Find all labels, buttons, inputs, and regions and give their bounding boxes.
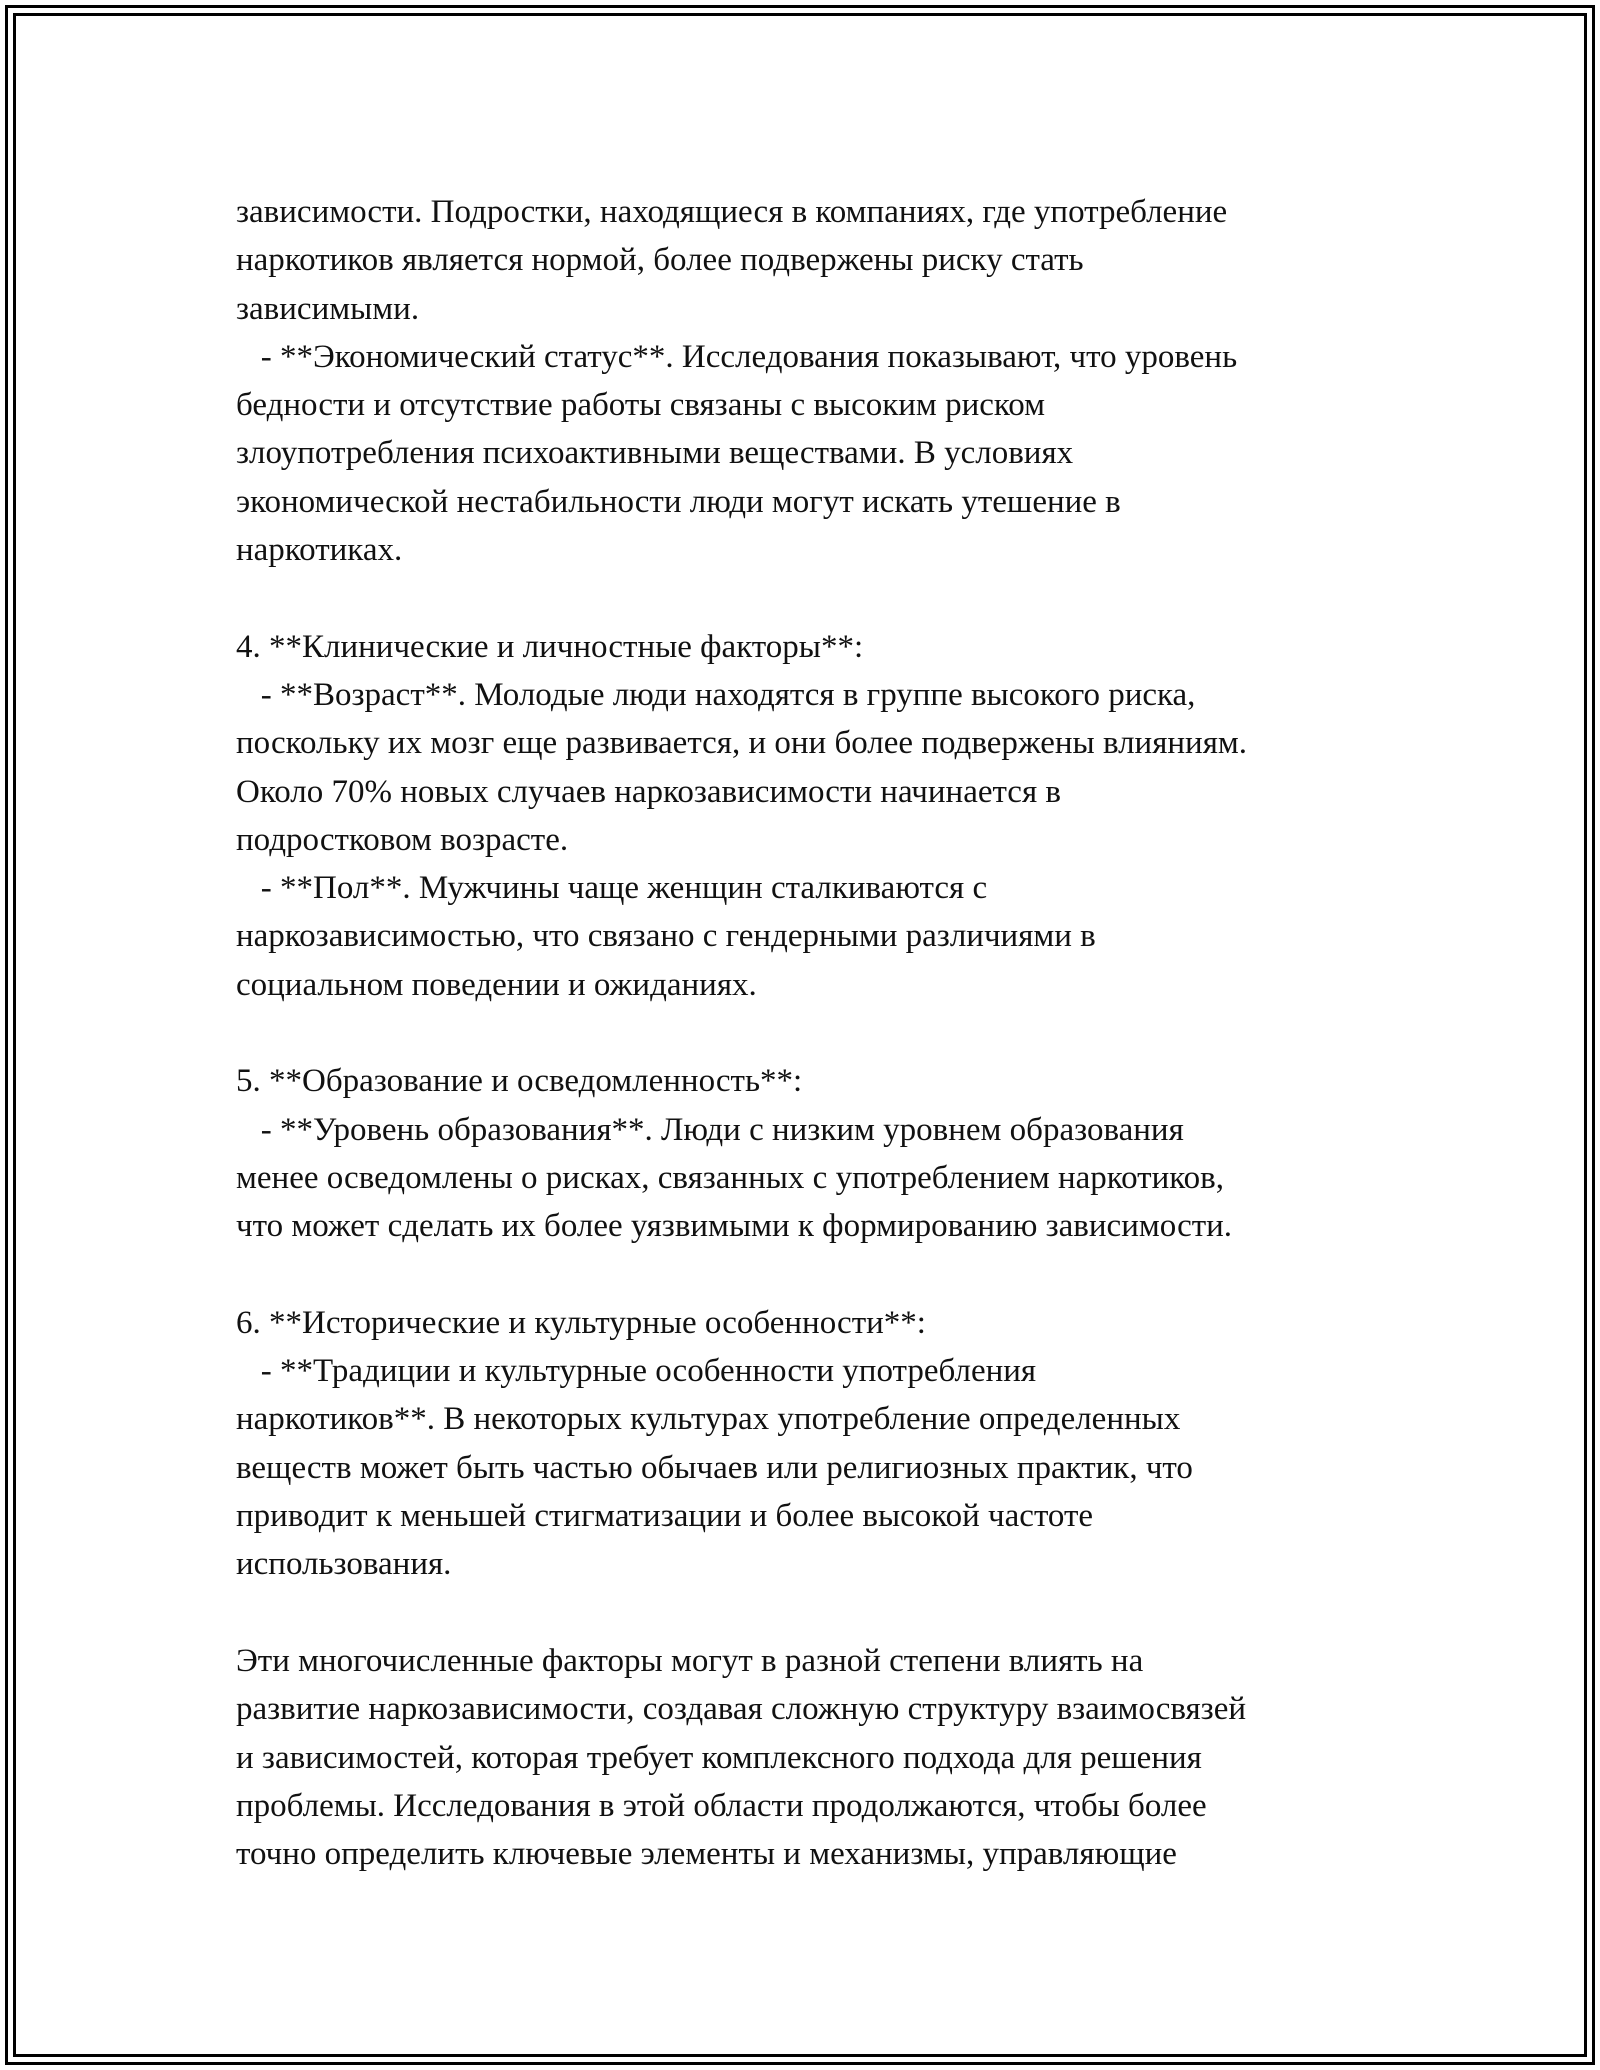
text-line: наркотиков**. В некоторых культурах употребление определенных [236,1401,1181,1438]
text-line: что может сделать их более уязвимыми к формированию зависимости. [236,1208,1233,1245]
text-line: социальном поведении и ожиданиях. [236,966,757,1003]
text-line: наркотиков является нормой, более подвержены риску стать [236,242,1084,279]
text-line: точно определить ключевые элементы и механизмы, управляющие [236,1836,1177,1873]
text-line: злоупотребления психоактивными веществами. В условиях [236,435,1074,472]
paragraph-gap [236,574,1396,622]
text-line: подростковом возрасте. [236,821,569,858]
paragraph-gap [236,1009,1396,1057]
text-line: веществ может быть частью обычаев или религиозных практик, что [236,1449,1193,1486]
text-line: - **Традиции и культурные особенности употребления [236,1353,1037,1390]
section-heading: 4. **Клинические и личностные факторы**: [236,628,864,665]
text-line: и зависимостей, которая требует комплексного подхода для решения [236,1739,1202,1776]
text-line: менее осведомлены о рисках, связанных с употреблением наркотиков, [236,1159,1224,1196]
text-line: развитие наркозависимости, создавая сложную структуру взаимосвязей [236,1691,1247,1728]
section-heading: 5. **Образование и осведомленность**: [236,1063,803,1100]
text-line: зависимости. Подростки, находящиеся в компаниях, где употребление [236,194,1228,230]
paragraph-gap [236,1589,1396,1637]
text-line: Эти многочисленные факторы могут в разной степени влиять на [236,1642,1144,1679]
text-line: - **Пол**. Мужчины чаще женщин сталкиваются с [236,870,988,907]
text-line: - **Уровень образования**. Люди с низким уровнем образования [236,1111,1184,1148]
document-body [236,188,1396,1878]
text-line: бедности и отсутствие работы связаны с высоким риском [236,387,1045,424]
paragraph-gap [236,1251,1396,1299]
text-line: наркотиках. [236,532,403,569]
text-line: - **Возраст**. Молодые люди находятся в группе высокого риска, [236,676,1196,713]
text-line: экономической нестабильности люди могут искать утешение в [236,483,1121,520]
text-line: приводит к меньшей стигматизации и более высокой частоте [236,1498,1094,1535]
text-line: использования. [236,1546,452,1583]
section-heading: 6. **Исторические и культурные особенности**: [236,1304,926,1341]
text-line: наркозависимостью, что связано с гендерными различиями в [236,918,1096,955]
text-line: Около 70% новых случаев наркозависимости начинается в [236,773,1061,810]
text-line: поскольку их мозг еще развивается, и они более подвержены влияниям. [236,725,1248,762]
text-line: проблемы. Исследования в этой области продолжаются, чтобы более [236,1787,1207,1824]
text-line: - **Экономический статус**. Исследования показывают, что уровень [236,338,1238,375]
text-line: зависимыми. [236,290,420,327]
